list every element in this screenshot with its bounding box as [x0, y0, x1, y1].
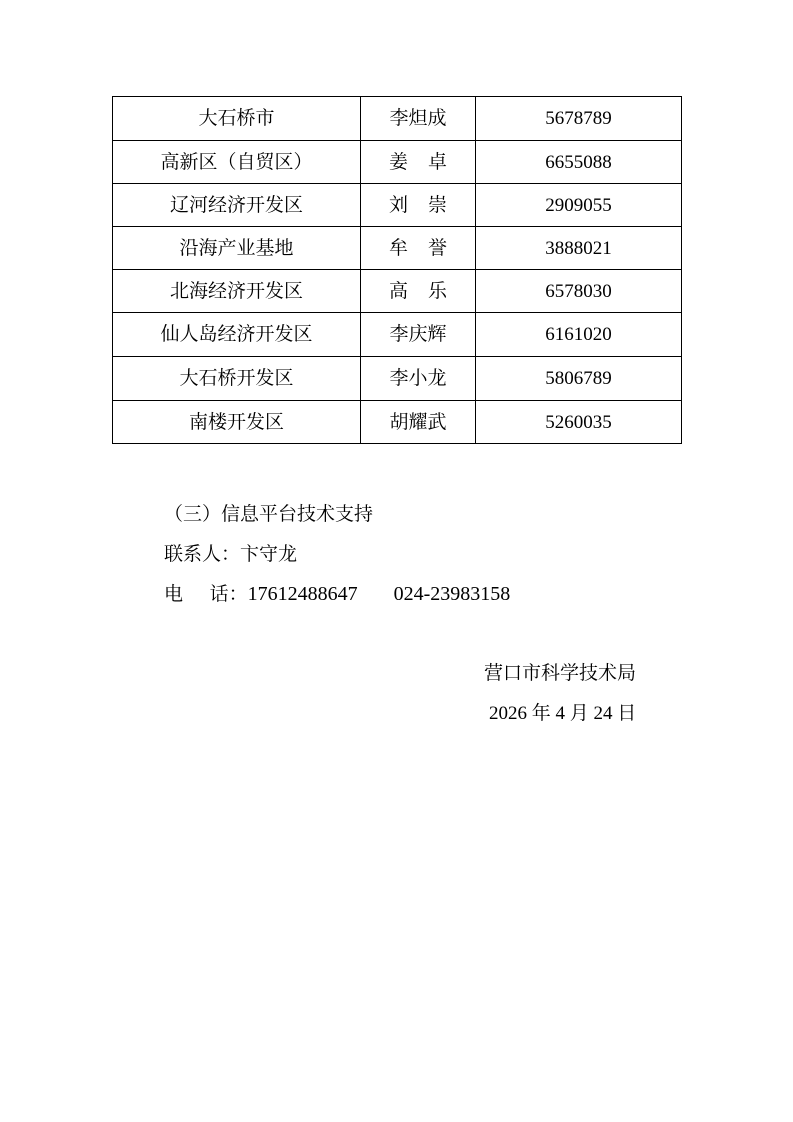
person-name: 牟誉 [389, 236, 467, 259]
person-name: 李庆辉 [389, 323, 447, 345]
name-cell [361, 357, 476, 401]
person-name: 李炟成 [389, 107, 447, 129]
name-cell [361, 401, 476, 444]
contact-label: 联系人： [164, 543, 241, 565]
contacts-table-body [113, 97, 682, 444]
phone-cell: 6161020 [476, 313, 682, 357]
phone-cell: 5806789 [476, 357, 682, 401]
name-cell [361, 97, 476, 141]
phone-cell: 6655088 [476, 141, 682, 184]
area-cell: 大石桥开发区 [113, 357, 361, 401]
phone-cell: 6578030 [476, 270, 682, 313]
person-name: 姜卓 [389, 150, 467, 173]
contacts-table [112, 96, 682, 444]
area-cell: 北海经济开发区 [113, 270, 361, 313]
phone-line [164, 584, 510, 604]
name-cell [361, 270, 476, 313]
contact-name: 卞守龙 [240, 543, 298, 565]
table-row [113, 227, 682, 270]
area-cell: 高新区（自贸区） [113, 141, 361, 184]
table-row [113, 401, 682, 444]
phone-landline: 024-23983158 [393, 583, 511, 605]
area-cell: 大石桥市 [113, 97, 361, 141]
name-cell [361, 184, 476, 227]
area-cell: 仙人岛经济开发区 [113, 313, 361, 357]
phone-mobile: 17612488647 [247, 583, 358, 605]
area-cell: 沿海产业基地 [113, 227, 361, 270]
phone-cell: 2909055 [476, 184, 682, 227]
signature-date: 2026 年 4 月 24 日 [489, 703, 637, 724]
name-cell [361, 227, 476, 270]
table-row [113, 357, 682, 401]
contact-person-line [164, 545, 297, 564]
person-name: 刘崇 [389, 193, 467, 216]
phone-label-second: 话： [209, 583, 248, 605]
name-cell [361, 141, 476, 184]
phone-label-first: 电 [164, 583, 210, 605]
table-row [113, 184, 682, 227]
table-row [113, 270, 682, 313]
phone-cell: 3888021 [476, 227, 682, 270]
table-row [113, 141, 682, 184]
area-cell: 辽河经济开发区 [113, 184, 361, 227]
table-row [113, 97, 682, 141]
person-name: 胡耀武 [389, 410, 447, 433]
phone-cell: 5260035 [476, 401, 682, 444]
phone-cell: 5678789 [476, 97, 682, 141]
person-name: 李小龙 [389, 367, 447, 389]
area-cell: 南楼开发区 [113, 401, 361, 444]
name-cell [361, 313, 476, 357]
section-heading: （三）信息平台技术支持 [164, 503, 374, 525]
person-name: 高乐 [389, 279, 467, 302]
table-row [113, 313, 682, 357]
signature-organization: 营口市科学技术局 [484, 662, 637, 684]
